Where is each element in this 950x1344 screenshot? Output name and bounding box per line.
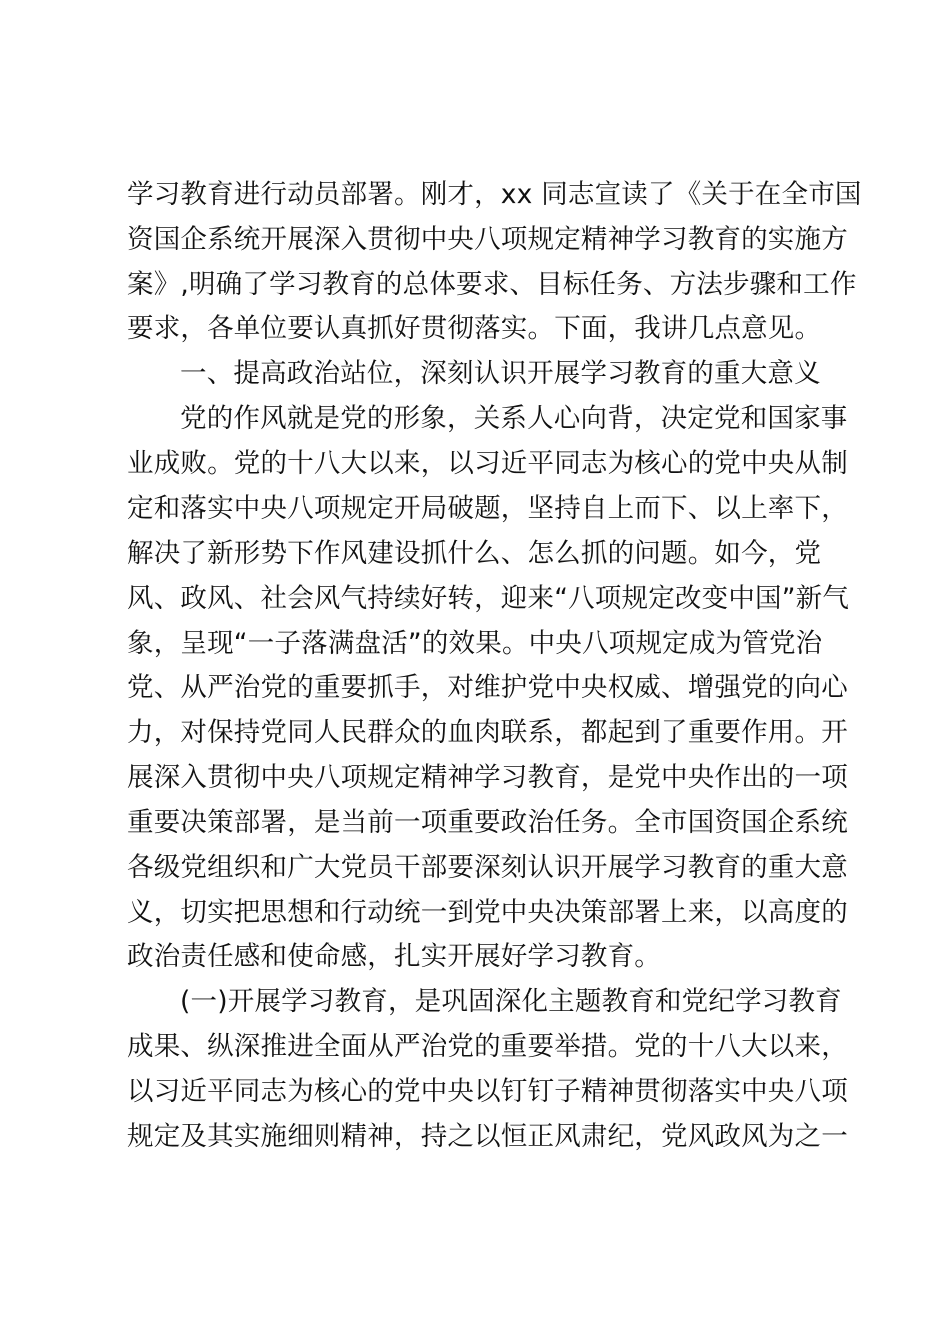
paragraph-line: 政治责任感和使命感，扎实开展好学习教育。 (127, 941, 661, 972)
paragraph-line: 党、从严治党的重要抓手，对维护党中央权威、增强党的向心 (127, 672, 848, 703)
paragraph-line: 重要决策部署，是当前一项重要政治任务。全市国资国企系统 (127, 807, 848, 838)
paragraph-line: 要求，各单位要认真抓好贯彻落实。下面，我讲几点意见。 (127, 313, 822, 344)
paragraph-line: 风、政风、社会风气持续好转，迎来“八项规定改变中国”新气 (127, 583, 850, 614)
paragraph-line: 解决了新形势下作风建设抓什么、怎么抓的问题。如今，党 (127, 538, 822, 569)
subsection-heading: (一)开展学习教育，是巩固深化主题教育和党纪学习教育 (180, 986, 842, 1017)
paragraph-line: 党的作风就是党的形象，关系人心向背，决定党和国家事 (180, 403, 848, 434)
paragraph-line: 力，对保持党同人民群众的血肉联系，都起到了重要作用。开 (127, 717, 848, 748)
paragraph-line: 以习近平同志为核心的党中央以钉钉子精神贯彻落实中央八项 (127, 1076, 848, 1107)
paragraph-line: 各级党组织和广大党员干部要深刻认识开展学习教育的重大意 (127, 852, 848, 883)
paragraph-line: 案》,明确了学习教育的总体要求、目标任务、方法步骤和工作 (127, 269, 857, 300)
paragraph-line: 学习教育进行动员部署。刚才，xx 同志宣读了《关于在全市国 (127, 179, 862, 210)
paragraph-line: 定和落实中央八项规定开局破题，坚持自上而下、以上率下， (127, 493, 848, 524)
paragraph-line: 义，切实把思想和行动统一到党中央决策部署上来，以高度的 (127, 897, 848, 928)
section-heading: 一、提高政治站位，深刻认识开展学习教育的重大意义 (180, 358, 821, 389)
paragraph-line: 资国企系统开展深入贯彻中央八项规定精神学习教育的实施方 (127, 224, 848, 255)
paragraph-line: 象，呈现“一子落满盘活”的效果。中央八项规定成为管党治 (127, 628, 823, 659)
paragraph-line: 展深入贯彻中央八项规定精神学习教育，是党中央作出的一项 (127, 762, 848, 793)
paragraph-line: 成果、纵深推进全面从严治党的重要举措。党的十八大以来， (127, 1031, 848, 1062)
paragraph-line: 规定及其实施细则精神，持之以恒正风肃纪，党风政风为之一 (127, 1121, 848, 1152)
paragraph-line: 业成败。党的十八大以来，以习近平同志为核心的党中央从制 (127, 448, 848, 479)
